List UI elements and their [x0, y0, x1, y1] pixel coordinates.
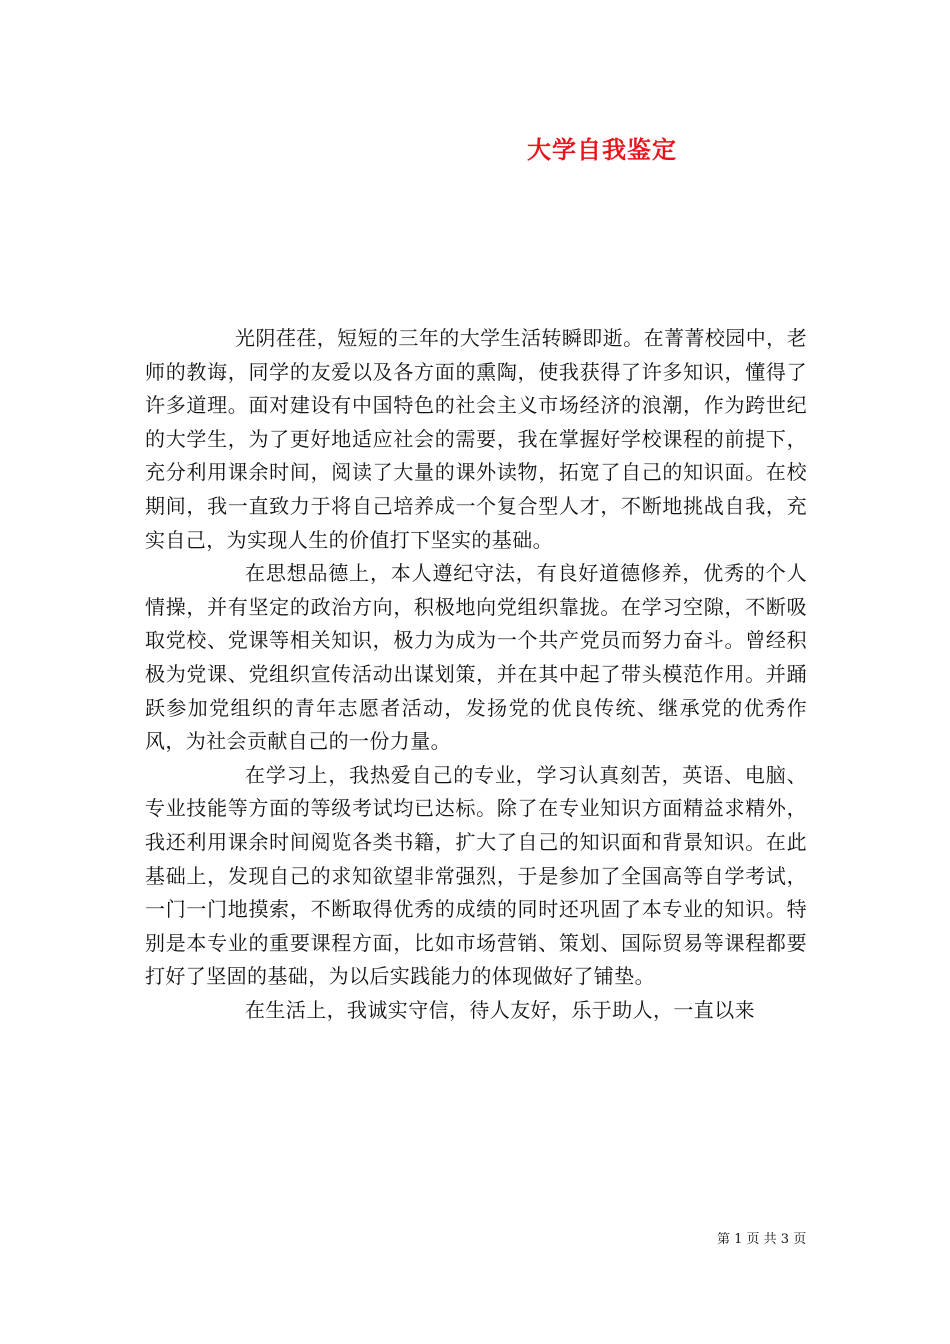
- document-body: [145, 322, 807, 1027]
- paragraph-life: 在生活上，我诚实守信，待人友好，乐于助人，一直以来: [245, 997, 755, 1022]
- paragraph-study: 在学习上，我热爱自己的专业，学习认真刻苦，英语、电脑、专业技能等方面的等级考试均已达标。除了在专业知识方面精益求精外，我还利用课余时间阅览各类书籍，扩大了自己的知识面和背景知识。在此基础上，发现自己的求知欲望非常强烈，于是参加了全国高等自学考试，一门一门地摸索，不断取得优秀的成绩的同时还巩固了本专业的知识。特别是本专业的重要课程方面，比如市场营销、策划、国际贸易等课程都要打好了坚固的基础，为以后实践能力的体现做好了铺垫。: [145, 762, 807, 989]
- paragraph-ideology: 在思想品德上，本人遵纪守法，有良好道德修养，优秀的个人情操，并有坚定的政治方向，积极地向党组织靠拢。在学习空隙，不断吸取党校、党课等相关知识，极力为成为一个共产党员而努力奋斗。曾经积极为党课、党组织宣传活动出谋划策，并在其中起了带头模范作用。并踊跃参加党组织的青年志愿者活动，发扬党的优良传统、继承党的优秀作风，为社会贡献自己的一份力量。: [145, 561, 807, 754]
- page-number: 第 1 页 共 3 页: [717, 1232, 807, 1247]
- document-title: 大学自我鉴定: [527, 135, 677, 164]
- paragraph-intro: 光阴荏荏，短短的三年的大学生活转瞬即逝。在菁菁校园中，老师的教诲，同学的友爱以及各方面的熏陶，使我获得了许多知识，懂得了许多道理。面对建设有中国特色的社会主义市场经济的浪潮，作为跨世纪的大学生，为了更好地适应社会的需要，我在掌握好学校课程的前提下，充分利用课余时间，阅读了大量的课外读物，拓宽了自己的知识面。在校期间，我一直致力于将自己培养成一个复合型人才，不断地挑战自我，充实自己，为实现人生的价值打下坚实的基础。: [145, 326, 807, 552]
